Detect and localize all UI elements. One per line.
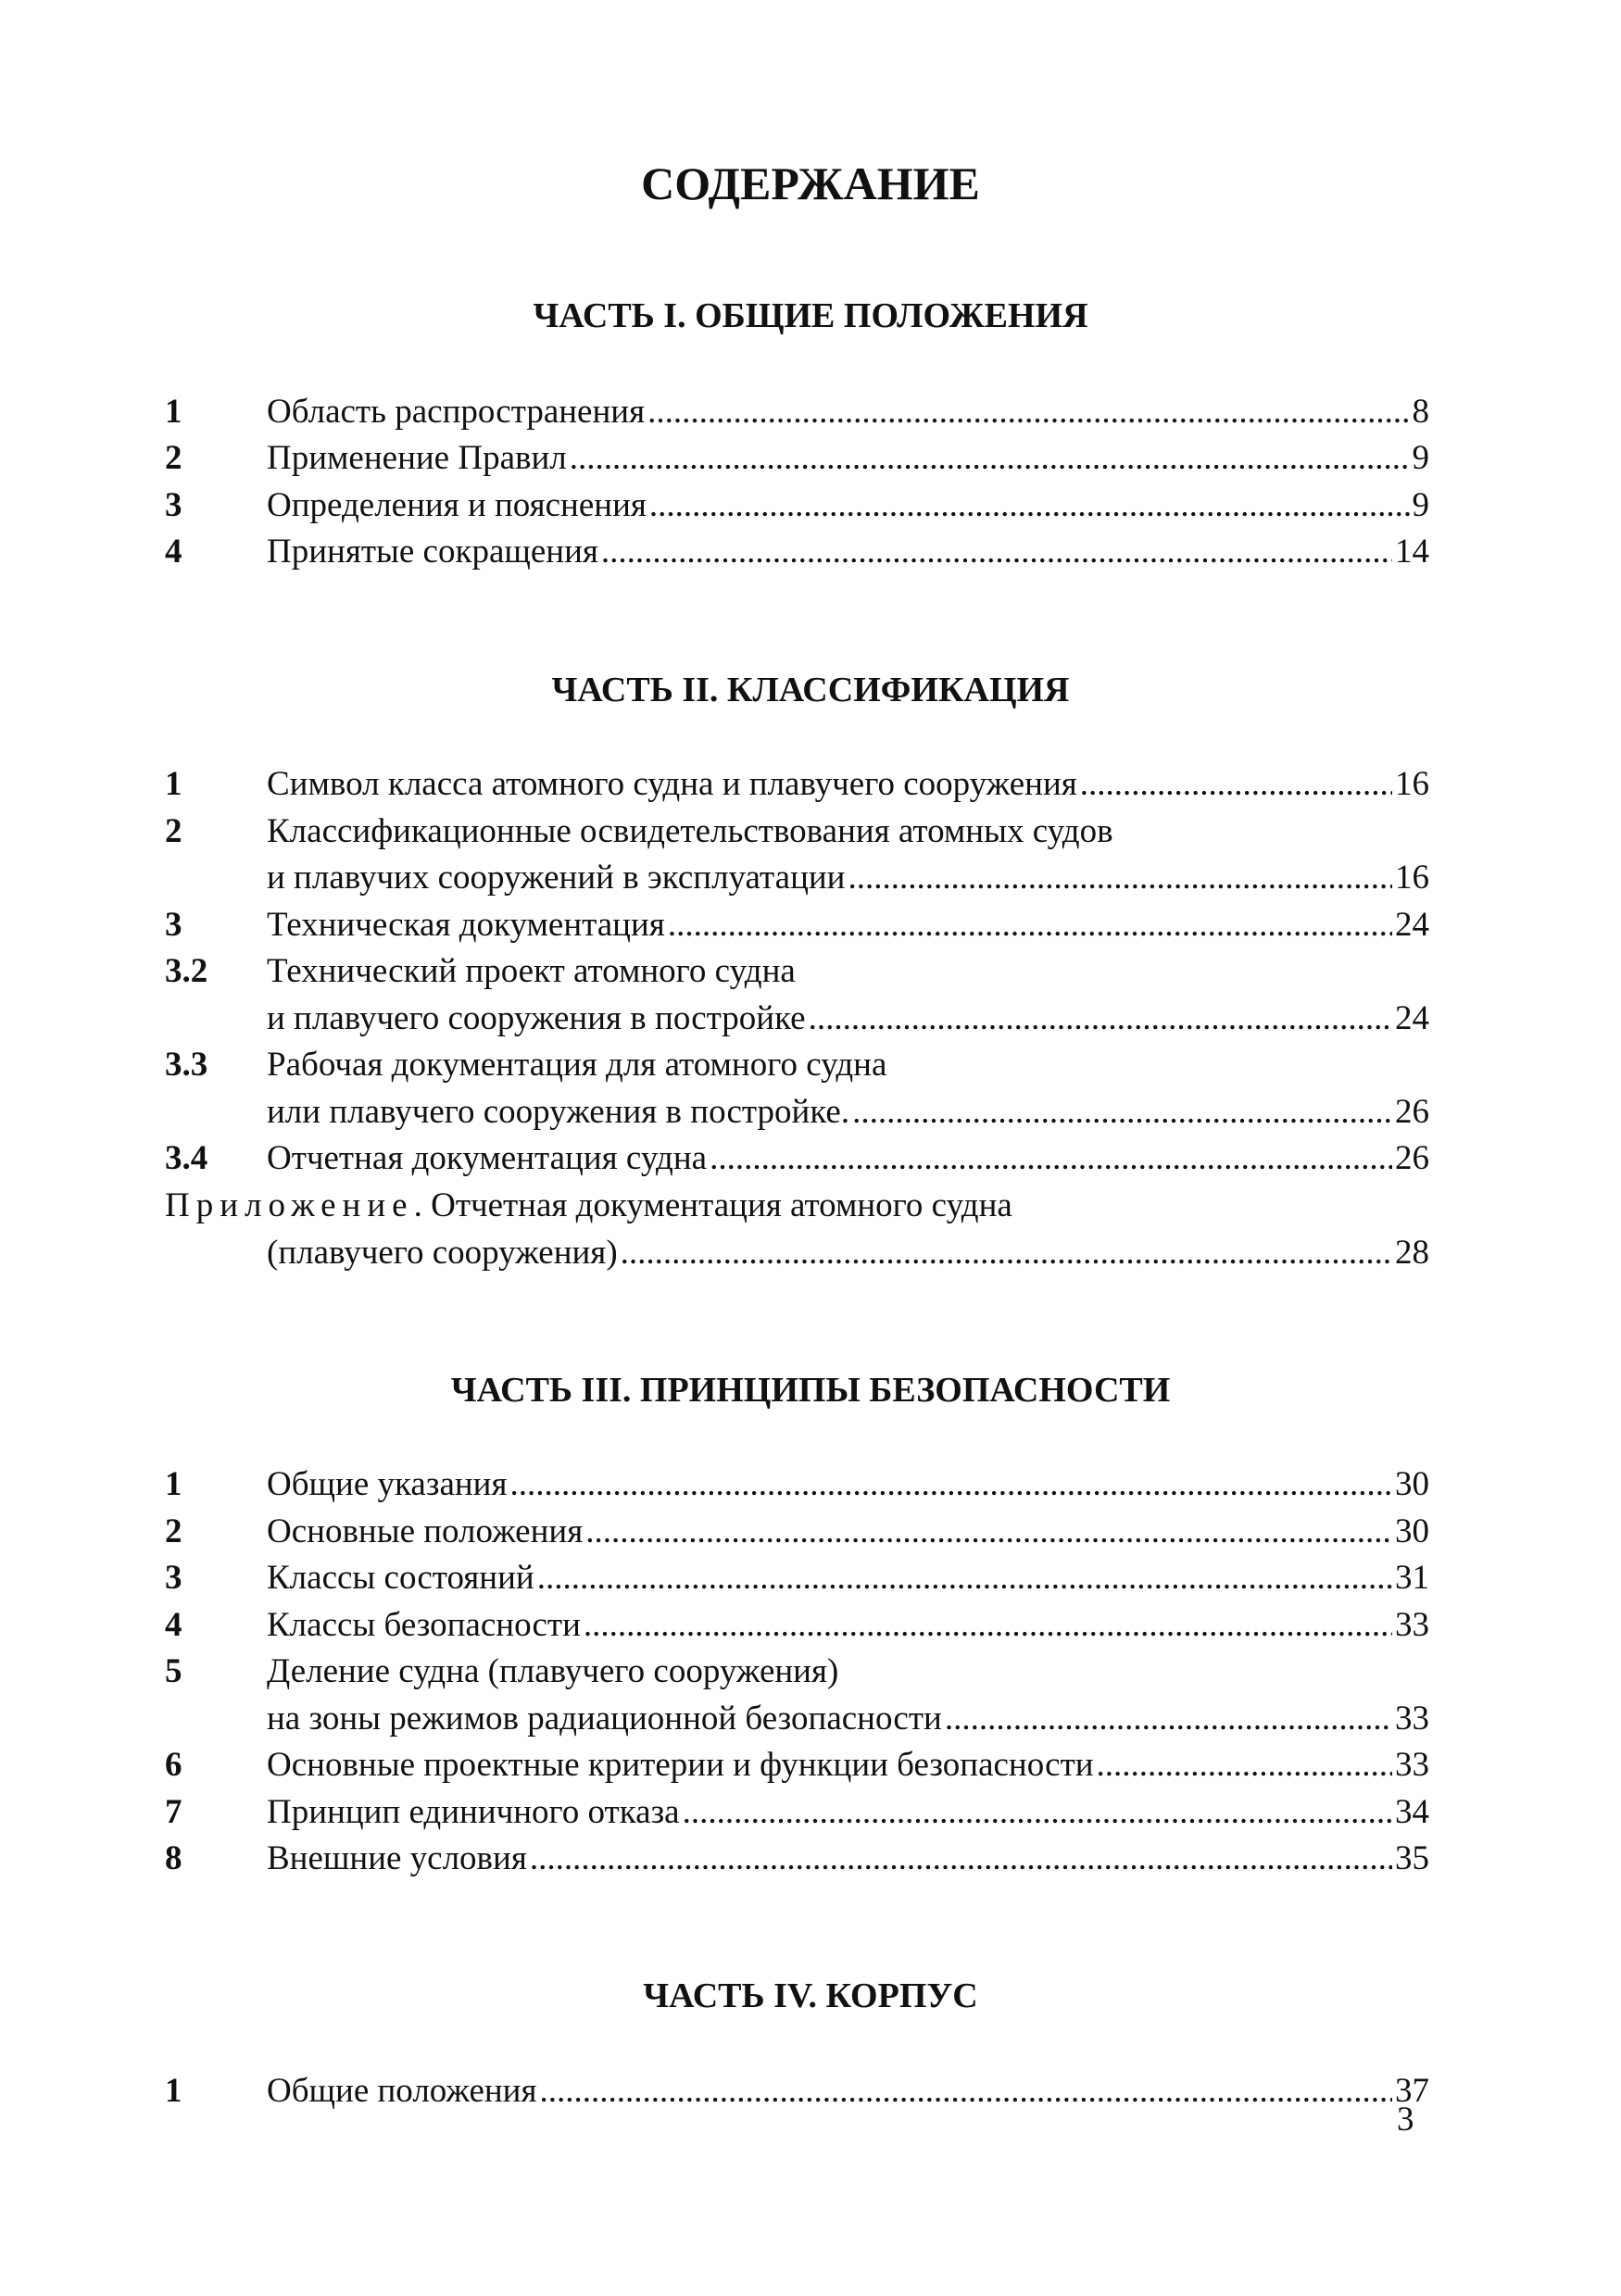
entry-title: Принцип единичного отказа	[267, 1793, 680, 1831]
entry-title-line1: Деление судна (плавучего сооружения)	[267, 1652, 839, 1690]
dot-leader	[621, 1231, 1392, 1275]
entry-title: Принятые сокращения	[267, 533, 598, 571]
entry-number: 5	[165, 1652, 182, 1690]
dot-leader	[649, 483, 1410, 528]
toc-entry-continuation[interactable]	[165, 1697, 1429, 1741]
entry-title-line2: на зоны режимов радиационной безопасности	[267, 1700, 942, 1738]
dot-leader	[647, 390, 1409, 434]
entry-title: Символ класса атомного судна и плавучего сооружения	[267, 765, 1077, 803]
part-3-heading: ЧАСТЬ III. ПРИНЦИПЫ БЕЗОПАСНОСТИ	[450, 1371, 1171, 1410]
dot-leader	[1097, 1743, 1392, 1788]
entry-title: Определения и пояснения	[267, 486, 647, 524]
entry-page: 26	[1395, 1139, 1429, 1177]
entry-number: 1	[165, 1465, 182, 1503]
entry-page: 9	[1412, 439, 1429, 477]
toc-entry-continuation[interactable]	[165, 997, 1429, 1041]
entry-page: 30	[1395, 1512, 1429, 1550]
entry-number: 3.3	[165, 1046, 208, 1084]
entry-title: Область распространения	[267, 393, 646, 431]
toc-entry[interactable]	[165, 1462, 1429, 1507]
toc-entry[interactable]	[165, 809, 1429, 854]
entry-title: Классы безопасности	[267, 1606, 581, 1644]
entry-page: 31	[1395, 1559, 1429, 1597]
document-title: СОДЕРЖАНИЕ	[641, 157, 980, 209]
entry-page: 34	[1395, 1793, 1429, 1831]
toc-entry[interactable]	[165, 1790, 1429, 1835]
entry-page: 30	[1395, 1465, 1429, 1503]
toc-entry-appendix[interactable]	[165, 1184, 1429, 1228]
entry-page: 33	[1395, 1746, 1429, 1784]
dot-leader	[848, 856, 1392, 900]
page-number: 3	[1397, 2101, 1414, 2139]
entry-title: Отчетная документация судна	[267, 1139, 708, 1177]
entry-number: 3.2	[165, 952, 208, 990]
toc-entry[interactable]	[165, 1603, 1429, 1648]
dot-leader	[585, 1510, 1392, 1554]
entry-title: Основные положения	[267, 1512, 584, 1550]
toc-entry[interactable]	[165, 530, 1429, 574]
dot-leader	[570, 436, 1410, 481]
dot-leader	[584, 1603, 1392, 1648]
entry-page: 8	[1412, 393, 1429, 431]
entry-title-line2: или плавучего сооружения в постройке.	[267, 1093, 850, 1131]
entry-title: Техническая документация	[267, 906, 665, 944]
toc-entry[interactable]	[165, 1837, 1429, 1881]
toc-entry[interactable]	[165, 949, 1429, 994]
entry-title: Общие указания	[267, 1465, 508, 1503]
entry-number: 8	[165, 1839, 182, 1877]
toc-entry-continuation[interactable]	[165, 856, 1429, 900]
part-4-heading: ЧАСТЬ IV. КОРПУС	[643, 1976, 978, 2015]
toc-entry[interactable]	[165, 1043, 1429, 1087]
toc-entry[interactable]	[165, 2069, 1429, 2114]
toc-entry[interactable]	[165, 1136, 1429, 1181]
dot-leader	[539, 2069, 1392, 2114]
toc-entry[interactable]	[165, 1510, 1429, 1554]
dot-leader	[683, 1790, 1392, 1835]
dot-leader	[852, 1090, 1392, 1135]
dot-leader	[945, 1697, 1392, 1741]
dot-leader	[809, 997, 1392, 1041]
entry-title: Внешние условия	[267, 1839, 527, 1877]
toc-entry[interactable]	[165, 483, 1429, 528]
entry-number: 7	[165, 1793, 182, 1831]
entry-page: 33	[1395, 1700, 1429, 1738]
entry-title: Основные проектные критерии и функции безопасности	[267, 1746, 1094, 1784]
part-1-heading: ЧАСТЬ I. ОБЩИЕ ПОЛОЖЕНИЯ	[533, 296, 1088, 335]
entry-number: 4	[165, 533, 182, 571]
entry-title: Применение Правил	[267, 439, 567, 477]
entry-number: 2	[165, 439, 182, 477]
entry-page: 14	[1395, 533, 1429, 571]
dot-leader	[601, 530, 1392, 574]
entry-number: 1	[165, 765, 182, 803]
entry-title-line1: . Отчетная документация атомного судна	[413, 1186, 1012, 1224]
entry-title-line1: Технический проект атомного судна	[267, 952, 796, 990]
entry-number: 1	[165, 393, 182, 431]
entry-number: 4	[165, 1606, 182, 1644]
entry-page: 26	[1395, 1093, 1429, 1131]
dot-leader	[530, 1837, 1392, 1881]
entry-page: 28	[1395, 1234, 1429, 1272]
dot-leader	[510, 1462, 1392, 1507]
entry-title-line1: Рабочая документация для атомного судна	[267, 1046, 887, 1084]
entry-number: 3.4	[165, 1139, 208, 1177]
toc-entry-continuation[interactable]	[165, 1231, 1429, 1275]
entry-page: 16	[1395, 765, 1429, 803]
entry-page: 33	[1395, 1606, 1429, 1644]
entry-number: 2	[165, 1512, 182, 1550]
entry-title-line2: и плавучего сооружения в постройке	[267, 999, 806, 1037]
dot-leader	[710, 1136, 1392, 1181]
toc-entry[interactable]	[165, 1650, 1429, 1694]
dot-leader	[668, 903, 1392, 947]
dot-leader	[537, 1556, 1392, 1600]
toc-entry[interactable]	[165, 1556, 1429, 1600]
entry-page: 37	[1395, 2072, 1429, 2110]
part-2-heading: ЧАСТЬ II. КЛАССИФИКАЦИЯ	[551, 671, 1070, 709]
entry-title-line2: (плавучего сооружения)	[267, 1234, 618, 1272]
entry-page: 24	[1395, 906, 1429, 944]
entry-page: 16	[1395, 859, 1429, 897]
entry-title: Общие положения	[267, 2072, 537, 2110]
entry-page: 24	[1395, 999, 1429, 1037]
entry-page: 35	[1395, 1839, 1429, 1877]
toc-entry[interactable]	[165, 903, 1429, 947]
appendix-label: Приложение	[165, 1186, 414, 1224]
entry-number: 3	[165, 906, 182, 944]
entry-title: Классы состояний	[267, 1559, 534, 1597]
dot-leader	[1080, 762, 1392, 807]
entry-number: 3	[165, 486, 182, 524]
entry-number: 6	[165, 1746, 182, 1784]
entry-number: 2	[165, 812, 182, 850]
toc-entry[interactable]	[165, 390, 1429, 434]
entry-number: 1	[165, 2072, 182, 2110]
toc-entry[interactable]	[165, 762, 1429, 807]
toc-entry[interactable]	[165, 436, 1429, 481]
toc-entry-continuation[interactable]	[165, 1090, 1429, 1135]
entry-page: 9	[1412, 486, 1429, 524]
toc-entry[interactable]	[165, 1743, 1429, 1788]
entry-title-line1: Классификационные освидетельствования атомных судов	[267, 812, 1113, 850]
entry-number: 3	[165, 1559, 182, 1597]
entry-title-line2: и плавучих сооружений в эксплуатации	[267, 859, 846, 897]
